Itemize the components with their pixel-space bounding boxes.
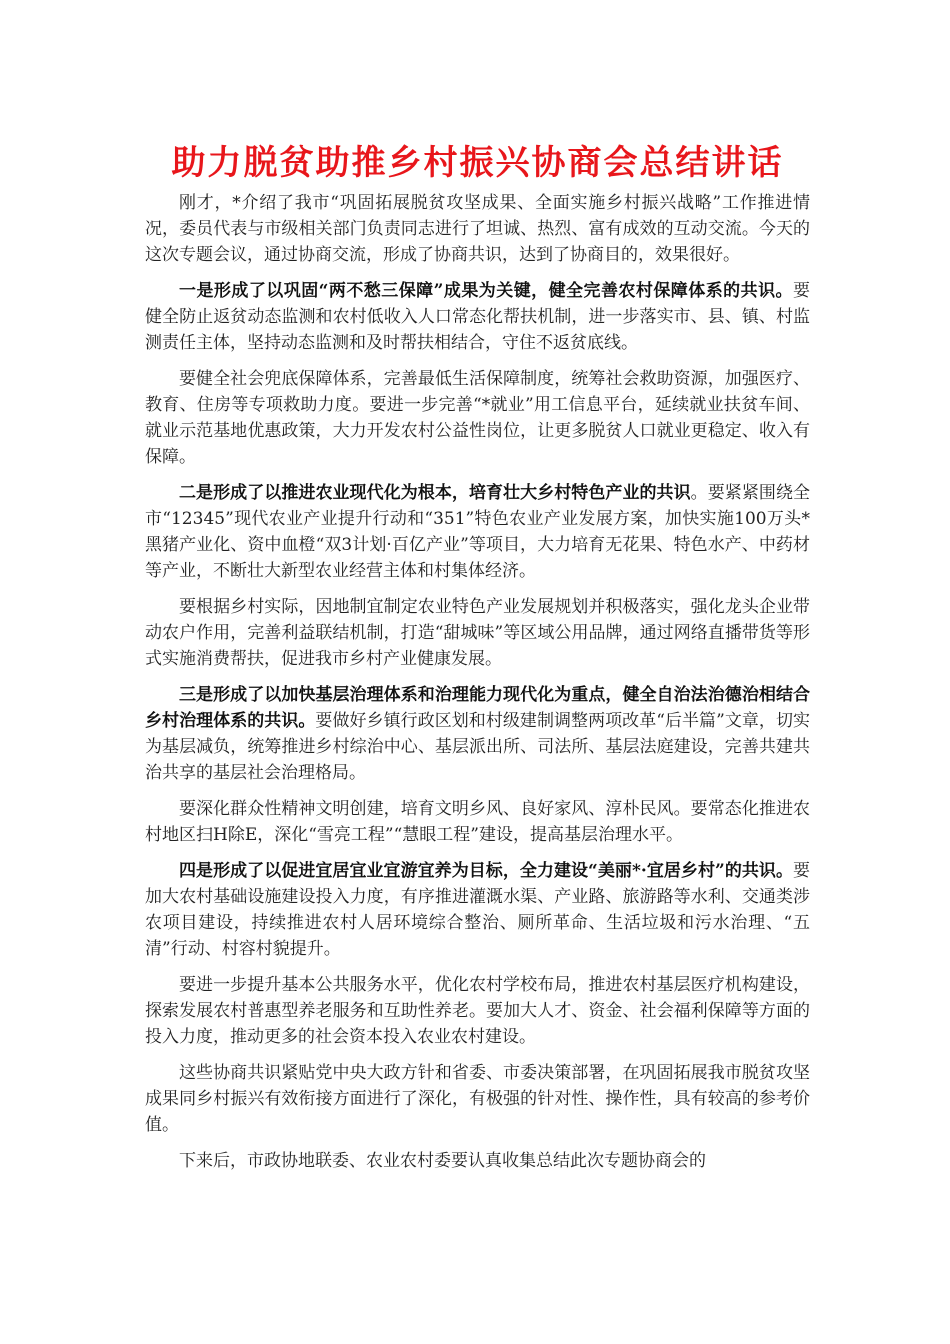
paragraph-consensus-3 xyxy=(145,682,810,786)
paragraph-body: 要深化群众性精神文明创建，培育文明乡风、良好家风、淳朴民风。要常态化推进农村地区扫H除E，深化“雪亮工程”“慧眼工程”建设，提高基层治理水平。 xyxy=(145,799,810,845)
document-page xyxy=(145,140,810,1184)
paragraph-intro xyxy=(145,190,810,268)
paragraph-consensus-2-detail xyxy=(145,594,810,672)
paragraph-consensus-3-detail xyxy=(145,796,810,848)
paragraph-body: 这些协商共识紧贴党中央大政方针和省委、市委决策部署，在巩固拓展我市脱贫攻坚成果同乡村振兴有效衔接方面进行了深化，有极强的针对性、操作性，具有较高的参考价值。 xyxy=(145,1063,810,1135)
document-title: 助力脱贫助推乡村振兴协商会总结讲话 xyxy=(171,143,784,183)
paragraph-consensus-2 xyxy=(145,480,810,584)
paragraph-consensus-4-detail xyxy=(145,972,810,1050)
paragraph-lead: 一是形成了以巩固“两不愁三保障”成果为关键，健全完善农村保障体系的共识。 xyxy=(179,281,793,301)
paragraph-body: 下来后，市政协地联委、农业农村委要认真收集总结此次专题协商会的 xyxy=(179,1151,706,1171)
paragraph-consensus-1-detail xyxy=(145,366,810,470)
paragraph-consensus-4 xyxy=(145,858,810,962)
paragraph-body: 要健全防止返贫动态监测和农村低收入人口常态化帮扶机制，进一步落实市、县、镇、村监测责任主体，坚持动态监测和及时帮扶相结合，守住不返贫底线。 xyxy=(145,281,810,353)
paragraph-lead: 三是形成了以加快基层治理体系和治理能力现代化为重点，健全自治法治德治相结合乡村治理体系的共识。 xyxy=(145,685,810,731)
paragraph-body: 。要紧紧围绕全市“12345”现代农业产业提升行动和“351”特色农业产业发展方案，加快实施100万头*黑猪产业化、资中血橙“双3计划·百亿产业”等项目，大力培育无花果、特色水产、中药材等产业，不断壮大新型农业经营主体和村集体经济。 xyxy=(145,483,811,581)
paragraph-consensus-1 xyxy=(145,278,810,356)
paragraph-lead: 四是形成了以促进宜居宜业宜游宜养为目标，全力建设“美丽*·宜居乡村”的共识。 xyxy=(179,861,793,881)
paragraph-next-steps xyxy=(145,1148,810,1174)
paragraph-body: 要加大农村基础设施建设投入力度，有序推进灌溉水渠、产业路、旅游路等水利、交通类涉农项目建设，持续推进农村人居环境综合整治、厕所革命、生活垃圾和污水治理、“五清”行动、村容村貌提升。 xyxy=(145,861,810,959)
paragraph-body: 要进一步提升基本公共服务水平，优化农村学校布局，推进农村基层医疗机构建设，探索发展农村普惠型养老服务和互助性养老。要加大人才、资金、社会福利保障等方面的投入力度，推动更多的社会资本投入农业农村建设。 xyxy=(145,975,810,1047)
paragraph-body: 要根据乡村实际，因地制宜制定农业特色产业发展规划并积极落实，强化龙头企业带动农户作用，完善利益联结机制，打造“甜城味”等区域公用品牌，通过网络直播带货等形式实施消费帮扶，促进我市乡村产业健康发展。 xyxy=(145,597,810,669)
paragraph-body: 刚才，*介绍了我市“巩固拓展脱贫攻坚成果、全面实施乡村振兴战略”工作推进情况，委员代表与市级相关部门负责同志进行了坦诚、热烈、富有成效的互动交流。今天的这次专题会议，通过协商交流，形成了协商共识，达到了协商目的，效果很好。 xyxy=(145,193,810,265)
paragraph-body: 要健全社会兜底保障体系，完善最低生活保障制度，统筹社会救助资源，加强医疗、教育、住房等专项救助力度。要进一步完善“*就业”用工信息平台，延续就业扶贫车间、就业示范基地优惠政策，大力开发农村公益性岗位，让更多脱贫人口就业更稳定、收入有保障。 xyxy=(145,369,810,467)
paragraph-lead: 二是形成了以推进农业现代化为根本，培育壮大乡村特色产业的共识 xyxy=(179,483,691,503)
paragraph-body: 要做好乡镇行政区划和村级建制调整两项改革“后半篇”文章，切实为基层减负，统筹推进乡村综治中心、基层派出所、司法所、基层法庭建设，完善共建共治共享的基层社会治理格局。 xyxy=(145,711,810,783)
paragraph-summary xyxy=(145,1060,810,1138)
